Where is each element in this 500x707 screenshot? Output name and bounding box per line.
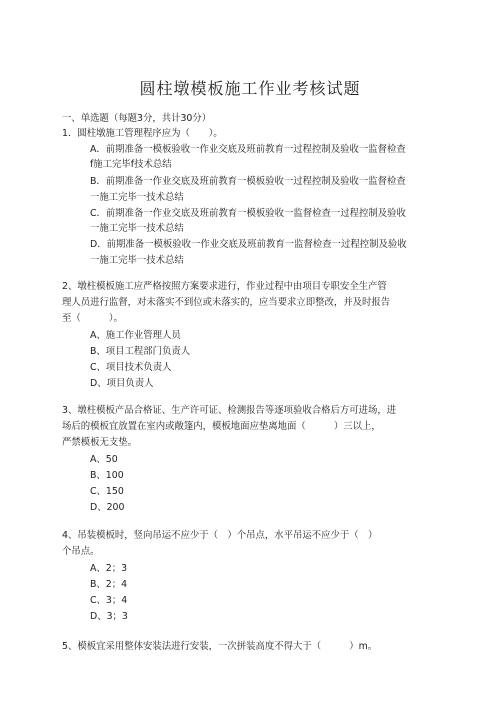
question-stem: 4、吊装模板时，竖向吊运不应少于（ ）个吊点，水平吊运不应少于（ ） xyxy=(62,530,378,541)
option-c[interactable]: C、项目技术负责人 xyxy=(90,362,172,373)
option-c[interactable]: C．前期准备一作业交底及班前教育一模板验收一监督检查一过程控制及验收 xyxy=(90,208,406,219)
option-b[interactable]: B、项目工程部门负责人 xyxy=(90,346,191,357)
option-a[interactable]: A、2；3 xyxy=(90,563,128,574)
option-b[interactable]: B、100 xyxy=(90,470,124,481)
section-heading: 一、单选题（每题3分，共计30分） xyxy=(62,113,212,124)
option-c[interactable]: C、150 xyxy=(90,486,124,497)
option-a[interactable]: A．前期准备一模板验收一作业交底及班前教育一过程控制及验收一监督检查 xyxy=(90,144,406,155)
option-b[interactable]: B．前期准备一作业交底及班前教育一模板验收一过程控制及验收一监督检查 xyxy=(90,176,406,187)
option-b-continued: 一施工完毕一技术总结 xyxy=(90,192,184,203)
page-title: 圆柱墩模板施工作业考核试题 xyxy=(139,79,361,98)
option-d[interactable]: D．前期准备一模板验收一作业交底及班前教育一监督检查一过程控制及验收 xyxy=(90,239,407,250)
question-stem-continued: 至（ ）。 xyxy=(62,313,123,324)
option-a-continued: f施工完毕f技术总结 xyxy=(90,159,172,170)
question-stem: 5、模板宜采用整体安装法进行安装，一次拼装高度不得大于（ ）m。 xyxy=(62,641,378,652)
question-stem-continued: 个吊点。 xyxy=(62,546,100,557)
question-stem-continued: 场后的模板宜放置在室内或敞篷内，模板地面应垫离地面（ ）三以上， xyxy=(62,421,381,432)
option-c-continued: 一施工完毕一技术总结 xyxy=(90,223,184,234)
option-a[interactable]: A、施工作业管理人员 xyxy=(90,330,181,341)
option-d[interactable]: D、3；3 xyxy=(90,611,128,622)
question-stem: 3、墩柱模板产品合格证、生产许可证、检测报告等逐项验收合格后方可进场，进 xyxy=(62,405,397,416)
option-d[interactable]: D、200 xyxy=(90,502,125,513)
option-a[interactable]: A、50 xyxy=(90,454,118,465)
option-b[interactable]: B、2；4 xyxy=(90,579,128,590)
option-c[interactable]: C、3；4 xyxy=(90,595,128,606)
question-stem-continued: 理人员进行监督，对未落实不到位或未落实的，应当要求立即整改，并及时报告 xyxy=(62,297,391,308)
question-stem-continued: 严禁模板无支垫。 xyxy=(62,437,138,448)
question-stem: 2、墩柱模板施工应严格按照方案要求进行，作业过程中由项目专职安全生产管 xyxy=(62,281,387,292)
option-d[interactable]: D、项目负责人 xyxy=(90,378,154,389)
option-d-continued: 一施工完毕一技术总结 xyxy=(90,255,184,266)
question-stem: 1．圆柱墩施工管理程序应为（ ）。 xyxy=(62,128,223,139)
